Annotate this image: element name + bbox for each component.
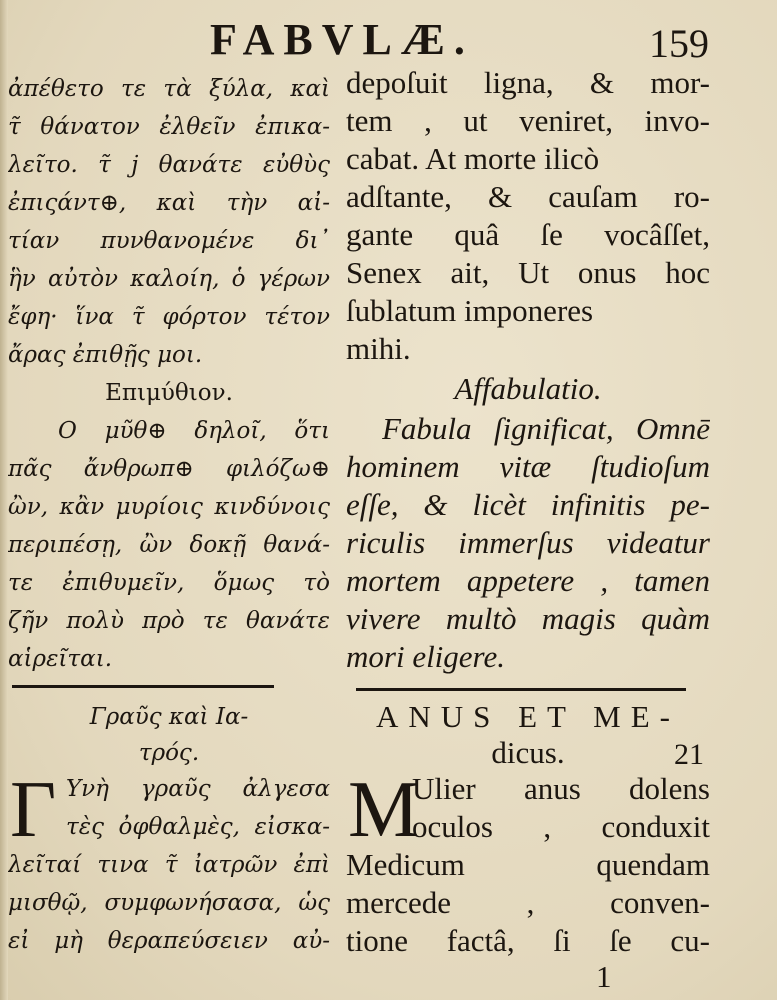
latin-line: cabat. At morte ilicò: [346, 142, 600, 176]
latin-moral-line: eſſe, & licèt infinitis pe-: [346, 488, 710, 522]
greek-line: ἐπιςάντ⊕, καὶ τὴν αἰ-: [8, 190, 330, 216]
greek-column: [8, 0, 330, 1000]
greek-line: τίαν πυνθανομένε δι᾽: [8, 228, 330, 254]
latin-line: Senex ait, Ut onus hoc: [346, 256, 710, 290]
greek-drop-cap: Γ: [10, 766, 57, 854]
greek-line: ἄρας ἐπιθῇς μοι.: [8, 342, 203, 368]
latin-moral-line: Fabula ſignificat, Omnē: [382, 412, 710, 446]
latin-line: oculos , conduxit: [412, 810, 710, 844]
greek-line: τ̃ θάνατον ἐλθεῖν ἐπικα-: [8, 114, 330, 140]
running-title: FABVLÆ.: [210, 15, 474, 64]
latin-moral-line: vivere multò magis quàm: [346, 602, 710, 636]
section-divider: [356, 688, 686, 691]
page-spine-shadow: [0, 0, 8, 1000]
latin-line: mercede , conven-: [346, 886, 710, 920]
fable-number: 21: [674, 738, 704, 771]
catchword: 1: [596, 960, 612, 994]
latin-moral-title: Affabulatio.: [454, 372, 602, 406]
greek-moral-line: Ο μῦθ⊕ δηλοῖ, ὅτι: [58, 418, 330, 444]
latin-line: ſublatum imponeres: [346, 294, 594, 328]
greek-line: λεῖτο. τ̃ ϳ θανάτε εὐθὺς: [8, 152, 330, 178]
greek-line: λεῖταί τινα τ̃ ἰατρῶν ἐπὶ: [8, 852, 330, 878]
latin-line: Ulier anus dolens: [412, 772, 710, 806]
latin-line: tione factâ, ſi ſe cu-: [346, 924, 710, 958]
greek-moral-line: περιπέσῃ, ὢν δοκῇ θανά-: [8, 532, 330, 558]
latin-line: gante quâ ſe vocâſſet,: [346, 218, 710, 252]
latin-moral-line: mori eligere.: [346, 640, 505, 674]
latin-fable-title: dicus.: [491, 736, 565, 770]
greek-moral-title: Επιμύθιον.: [105, 380, 233, 406]
greek-moral-line: ζῆν πολὺ πρὸ τε θανάτε: [8, 608, 330, 634]
latin-line: adſtante, & cauſam ro-: [346, 180, 710, 214]
greek-moral-line: ὢν, κἂν μυρίοις κινδύνοις: [8, 494, 330, 520]
latin-drop-cap: M: [348, 766, 420, 854]
greek-line: μισθῷ, συμφωνήσασα, ὡς: [8, 890, 330, 916]
greek-line: ἔφη· ἵνα τ̃ φόρτον τέτον: [8, 304, 330, 330]
greek-moral-line: πᾶς ἄνθρωπ⊕ φιλόζω⊕: [8, 456, 330, 482]
latin-line: tem , ut veniret, invo-: [346, 104, 710, 138]
section-divider: [12, 685, 274, 688]
page-number: 159: [649, 21, 709, 66]
greek-line: Υνὴ γραῦς ἀλγεσα: [66, 776, 330, 802]
greek-line: εἰ μὴ θεραπεύσειεν αὐ-: [8, 928, 330, 954]
greek-moral-line: αἱρεῖται.: [8, 646, 113, 672]
latin-line: depoſuit ligna, & mor-: [346, 66, 710, 100]
latin-moral-line: riculis immerſus videatur: [346, 526, 710, 560]
greek-line: ἀπέθετο τε τὰ ξύλα, καὶ: [8, 76, 330, 102]
greek-line: ἣν αὐτὸν καλοίη, ὁ γέρων: [8, 266, 330, 292]
greek-fable-title: τρός.: [138, 740, 200, 766]
latin-column: [346, 0, 710, 1000]
latin-moral-line: mortem appetere , tamen: [346, 564, 710, 598]
greek-moral-line: τε ἐπιθυμεῖν, ὅμως τὸ: [8, 570, 330, 596]
greek-line: τὲς ὀφθαλμὲς, εἰσκα-: [66, 814, 330, 840]
latin-line: mihi.: [346, 332, 411, 366]
latin-fable-title: ANUS ET ME-: [375, 700, 681, 734]
latin-moral-line: hominem vitæ ſtudioſum: [346, 450, 710, 484]
latin-line: Medicum quendam: [346, 848, 710, 882]
greek-fable-title: Γραῦς καὶ Ια-: [89, 704, 249, 730]
